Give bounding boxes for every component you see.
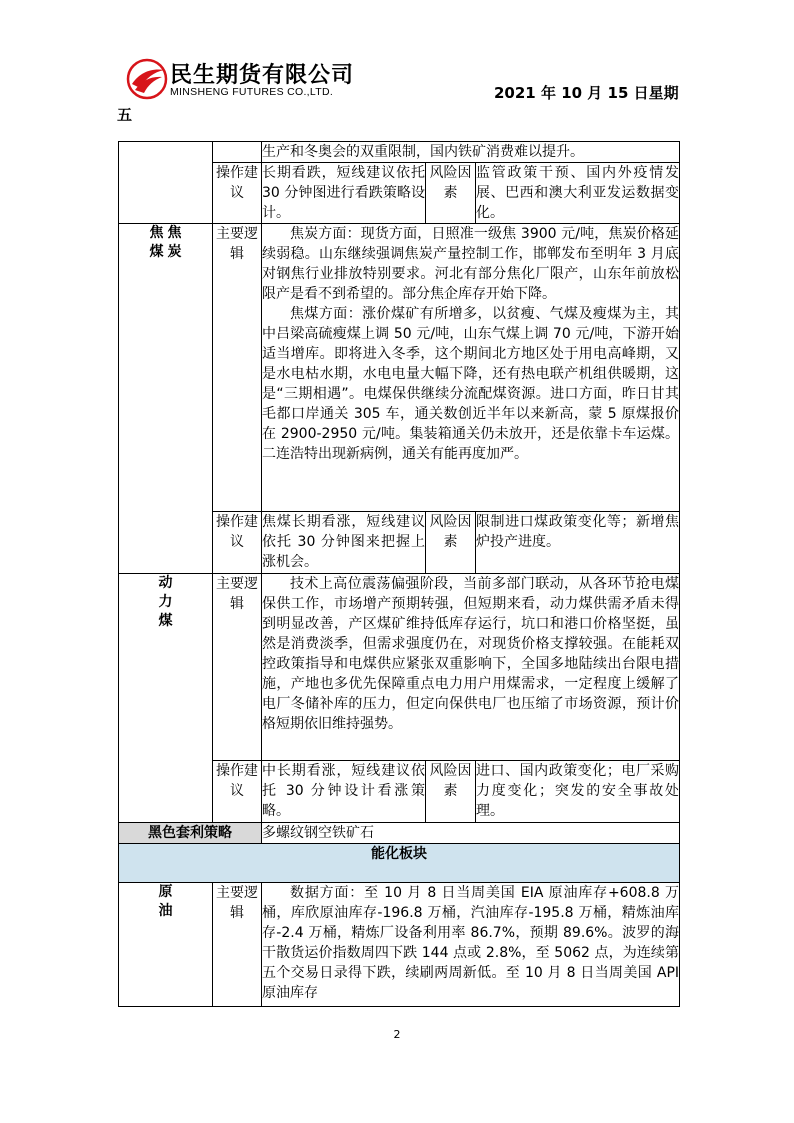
thermal-risk-label: 风险因素 (426, 761, 476, 823)
coke-category-col2: 焦炭 (167, 225, 182, 260)
crude-logic-label: 主要逻辑 (213, 883, 262, 1007)
company-logo (126, 58, 366, 102)
thermal-category-text: 动力煤 (158, 575, 173, 629)
black-arb-label: 黑色套利策略 (119, 823, 262, 844)
crude-category-text: 原油 (158, 884, 173, 919)
thermal-risk-text: 进口、国内政策变化；电厂采购力度变化；突发的安全事故处理。 (476, 761, 680, 823)
coke-category-col1: 焦煤 (149, 225, 164, 260)
coke-logic-text (262, 224, 680, 512)
crude-category (119, 883, 213, 1007)
report-table (118, 141, 680, 1007)
thermal-category (119, 574, 213, 823)
thermal-op-label: 操作建议 (213, 761, 262, 823)
crude-logic-row (119, 883, 680, 1007)
coke-op-label: 操作建议 (213, 512, 262, 574)
coke-logic-row (119, 224, 680, 512)
iron-ore-op-text: 长期看跌，短线建议依托 30 分钟图进行看跌策略设计。 (262, 163, 426, 224)
iron-ore-category-cell (119, 142, 213, 224)
company-name-en: MINSHENG FUTURES CO.,LTD. (170, 86, 334, 98)
thermal-op-text: 中长期看涨，短线建议依托 30 分钟设计看涨策略。 (262, 761, 426, 823)
black-arb-text: 多螺纹钢空铁矿石 (262, 823, 680, 844)
iron-ore-risk-text: 监管政策干预、国内外疫情发展、巴西和澳大利亚发运数据变化。 (476, 163, 680, 224)
coke-risk-text: 限制进口煤政策变化等；新增焦炉投产进度。 (476, 512, 680, 574)
coke-risk-label: 风险因素 (426, 512, 476, 574)
report-date: 2021 年 10 月 15 日星期 (494, 84, 679, 102)
thermal-logic-row (119, 574, 680, 761)
iron-ore-risk-label: 风险因素 (426, 163, 476, 224)
iron-ore-logic-row (119, 142, 680, 163)
crude-para-1: 数据方面：至 10 月 8 日当周美国 EIA 原油库存+608.8 万桶，库欣原油库存-196.8 万桶，汽油库存-195.8 万桶，精炼油库存-2.4 万桶，精炼厂设备利用率 86.7%，预期 89.6%。波罗的海干散货运价指数周四下跌 144 点或 2.8%，至 5062 点，为连续第五个交易日录得下跌，续刷两周新低。至 10 月 8 日当周美国 API 原油库存 (262, 885, 680, 1001)
coke-logic-label: 主要逻辑 (213, 224, 262, 512)
iron-ore-op-label: 操作建议 (213, 163, 262, 224)
energy-section-row (119, 844, 680, 883)
crude-logic-text (262, 883, 680, 1007)
minsheng-logo-icon (126, 58, 168, 100)
thermal-logic-label: 主要逻辑 (213, 574, 262, 761)
thermal-para-1: 技术上高位震荡偏强阶段，当前多部门联动，从各环节抢电煤保供工作，市场增产预期转强，但短期来看，动力煤供需矛盾未得到明显改善，产区煤矿维持低库存运行，坑口和港口价格坚挺，虽然是消费淡季，但需求强度仍在，对现货价格支撑较强。在能耗双控政策指导和电煤供应紧张双重影响下，全国多地陆续出台限电措施，产地也多优先保障重点电力用户用煤需求，一定程度上缓解了电厂冬储补库的压力，但定向保供电厂也压缩了市场资源，预计价格短期依旧维持强势。 (262, 576, 680, 732)
iron-ore-logic-tail: 生产和冬奥会的双重限制，国内铁矿消费难以提升。 (262, 142, 680, 163)
black-arb-row (119, 823, 680, 844)
thermal-logic-text (262, 574, 680, 761)
energy-section-title: 能化板块 (119, 844, 680, 883)
page-number: 2 (393, 1028, 401, 1041)
coke-op-text: 焦煤长期看涨，短线建议依托 30 分钟图来把握上涨机会。 (262, 512, 426, 574)
report-date-weekday: 五 (117, 106, 133, 124)
coke-category (119, 224, 213, 574)
iron-ore-logic-label-cell (213, 142, 262, 163)
coke-para-2: 焦煤方面：涨价煤矿有所增多，以贫瘦、气煤及瘦煤为主，其中吕梁高硫瘦煤上调 50 元/吨，山东气煤上调 70 元/吨，下游开始适当增库。即将进入冬季，这个期间北方地区处于用电高峰期，又是水电枯水期，水电电量大幅下降，还有热电联产机组供暖期，这是“三期相遇”。电煤保供继续分流配煤资源。进口方面，昨日甘其毛都口岸通关 305 车，通关数创近半年以来新高，蒙 5 原煤报价在 2900-2950 元/吨。集装箱通关仍未放开，还是依靠卡车运煤。二连浩特出现新病例，通关有能再度加严。 (262, 306, 680, 462)
coke-para-1: 焦炭方面：现货方面，日照准一级焦 3900 元/吨，焦炭价格延续弱稳。山东继续强调焦炭产量控制工作，邯郸发布至明年 3 月底对钢焦行业排放特别要求。河北有部分焦化厂限产，山东年前放松限产是看不到希望的。部分焦企库存开始下降。 (262, 226, 680, 302)
company-name-cn: 民生期货有限公司 (170, 63, 355, 88)
